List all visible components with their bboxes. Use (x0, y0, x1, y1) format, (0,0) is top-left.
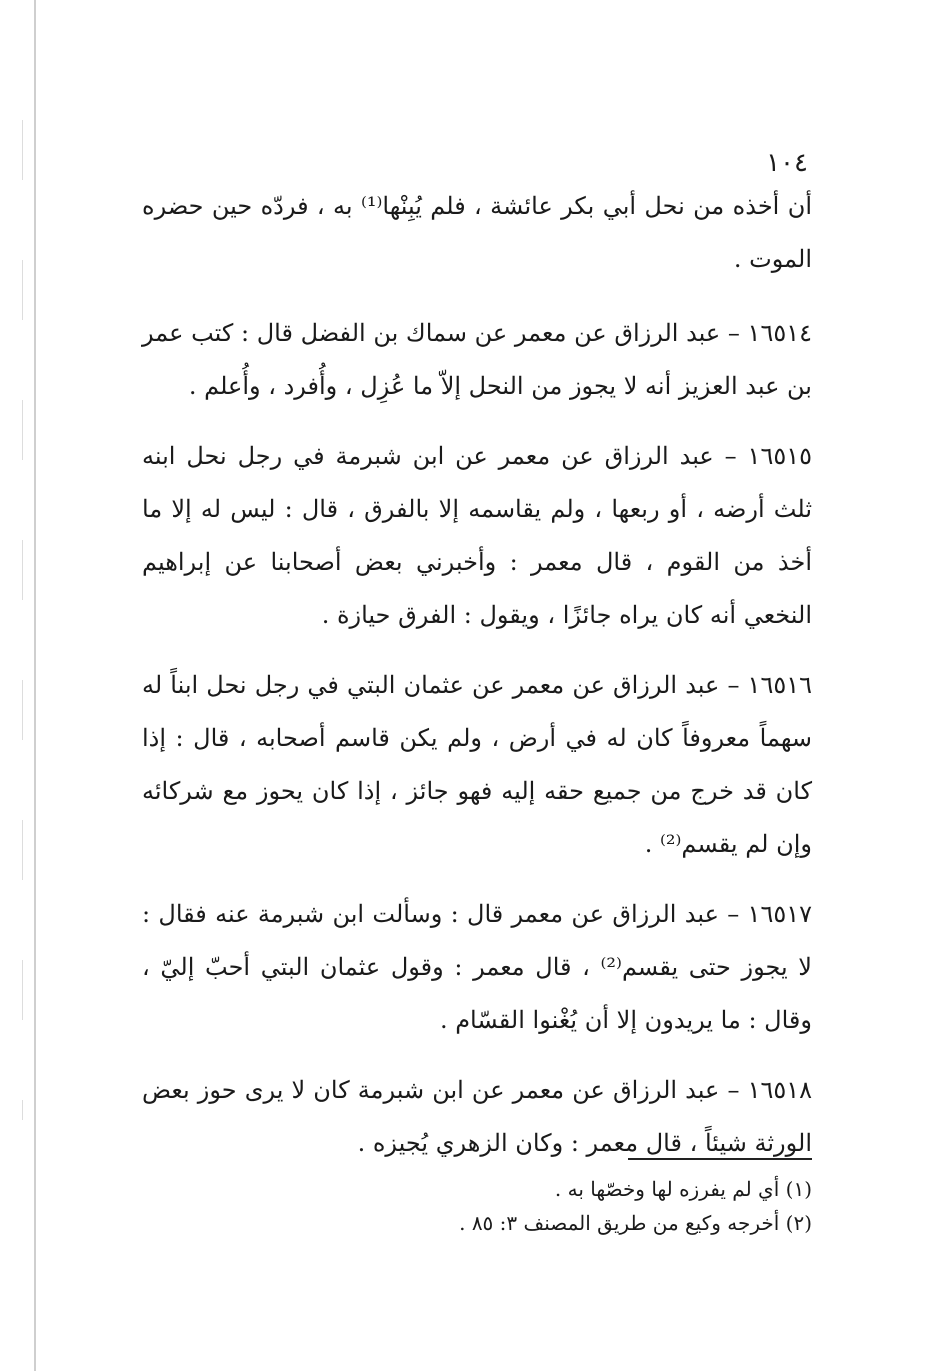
paragraph-16515: ١٦٥١٥ – عبد الرزاق عن معمر عن ابن شبرمة في رجل نحل ابنه ثلث أرضه ، أو ربعها ، ولم يقاسمه إلا بالفرق ، قال : ليس له إلا ما أخذ من القوم ، قال معمر : وأخبرني بعض أصحابنا عن إبراهيم النخعي أنه كان يراه جائزًا ، ويقول : الفرق حيازة . (142, 442, 812, 629)
footnote-2: (٢) أخرجه وكيع من طريق المصنف ٣: ٨٥ . (459, 1211, 812, 1235)
footnotes (312, 1172, 812, 1240)
paragraph-16516: ١٦٥١٦ – عبد الرزاق عن معمر عن عثمان البتي في رجل نحل ابناً له سهماً معروفاً كان له في أرض ، ولم يكن قاسم أصحابه ، قال : إذا كان قد خرج من جميع حقه إليه فهو جائز ، إذا كان يحوز مع شركائه وإن لم يقسم⁽²⁾ . (142, 671, 812, 858)
paragraph-16514: ١٦٥١٤ – عبد الرزاق عن معمر عن سماك بن الفضل قال : كتب عمر بن عبد العزيز أنه لا يجوز من النحل إلاّ ما عُزِل ، وأُفرد ، وأُعلم . (142, 319, 812, 400)
footnote-1: (١) أي لم يفرزه لها وخصّها به . (554, 1177, 812, 1201)
paragraph-16518: ١٦٥١٨ – عبد الرزاق عن معمر عن ابن شبرمة كان لا يرى حوز بعض الورثة شيئاً ، قال معمر : وكان الزهري يُجيزه . (142, 1076, 813, 1157)
footnote-divider (628, 1158, 812, 1160)
page-binding-edge (34, 0, 36, 1371)
main-text (142, 180, 812, 1187)
page-number: ١٠٤ (766, 148, 808, 178)
paragraph-continuation: أن أخذه من نحل أبي بكر عائشة ، فلم يُبِنْها⁽¹⁾ به ، فردّه حين حضره الموت . (142, 192, 812, 273)
page-scan-edge (22, 120, 23, 1120)
paragraph-16517: ١٦٥١٧ – عبد الرزاق عن معمر قال : وسألت ابن شبرمة عنه فقال : لا يجوز حتى يقسم⁽²⁾ ، قال معمر : وقول عثمان البتي أحبّ إليّ ، وقال : ما يريدون إلا أن يُغْنوا القسّام . (142, 900, 812, 1034)
